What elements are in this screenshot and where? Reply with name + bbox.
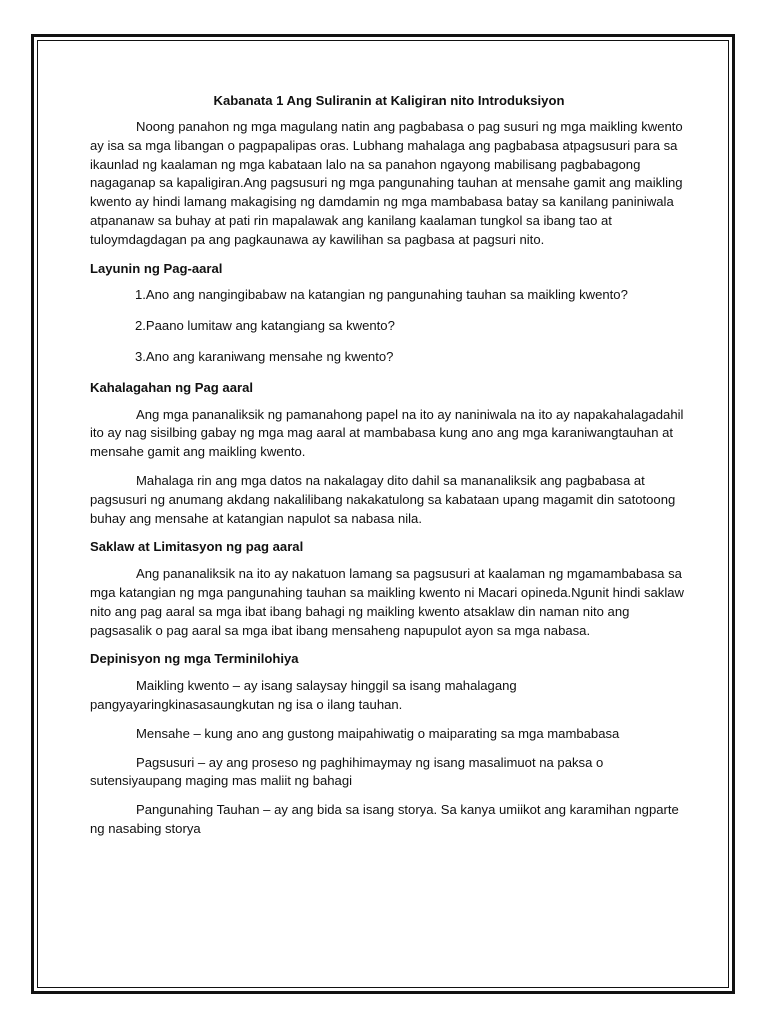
section-heading-depinisyon: Depinisyon ng mga Terminilohiya bbox=[90, 651, 299, 667]
intro-paragraph: Noong panahon ng mga magulang natin ang pagbabasa o pag susuri ng mga maikling kwento ay isa sa mga libangan o pagpapalipas oras. Lubhang mahalaga ang pagbabasa atpagsusuri para sa ikaunlad ng kaalaman ng mga kabataan lalo na sa panahon ngayong mabilisang pagbabagong nagaganap sa kapaligiran.Ang pagsusuri ng mga pangunahing tauhan at mensahe gamit ang maikling kwento ay hindi lamang makagising ng damdamin ng mga mambabasa batay sa kanilang paniniwala atpananaw sa buhay at pati rin mapalawak ang kanilang kaalaman tungkol sa ibang tao at tuloymdagdagan pa ang pagkaunawa ay kawilihan sa pagbasa at pagsuri nito. bbox=[90, 119, 683, 247]
document-title: Kabanata 1 Ang Suliranin at Kaligiran nito Introduksiyon bbox=[213, 93, 565, 108]
definition-maikling-kwento: Maikling kwento – ay isang salaysay hinggil sa isang mahalagang pangyayaringkinasasaungkutan ng isa o ilang tauhan. bbox=[90, 678, 517, 712]
section-heading-kahalagahan: Kahalagahan ng Pag aaral bbox=[90, 379, 254, 395]
objective-item-1: 1.Ano ang nangingibabaw na katangian ng pangunahing tauhan sa maikling kwento? bbox=[135, 287, 628, 303]
definition-pagsusuri: Pagsusuri – ay ang proseso ng paghihimaymay ng isang masalimuot na paksa o sutensiyaupang maging mas maliit ng bahagi bbox=[90, 754, 604, 789]
definition-mensahe: Mensahe – kung ano ang gustong maipahiwatig o maiparating sa mga mambabasa bbox=[136, 725, 620, 741]
kahalagahan-paragraph-2: Mahalaga rin ang mga datos na nakalagay dito dahil sa mananaliksik ang pagbabasa at pagsusuri ng anumang akdang nakalilibang nakakatulong sa kabataan upang magamit din satotoong buhay ang mensahe at katangian napulot sa nabasa nila. bbox=[90, 472, 676, 526]
objective-item-2: 2.Paano lumitaw ang katangiang sa kwento? bbox=[135, 318, 395, 334]
definition-pangunahing-tauhan: Pangunahing Tauhan – ay ang bida sa isang storya. Sa kanya umiikot ang karamihan ngparte ng nasabing storya bbox=[90, 802, 679, 836]
section-heading-layunin: Layunin ng Pag-aaral bbox=[90, 260, 223, 276]
document-body bbox=[90, 92, 688, 849]
saklaw-paragraph: Ang pananaliksik na ito ay nakatuon lamang sa pagsusuri at kaalaman ng mgamambabasa sa mga katangian ng mga pangunahing tauhan sa maikling kwento ni Macari opineda.Ngunit hindi saklaw nito ang pag aaral sa mga ibat ibang bahagi ng maikling kwento atsaklaw din naman nito ang pagsasalik o pag aaral sa mga ibat ibang mensaheng napupulot ayon sa mga nabasa. bbox=[90, 566, 684, 638]
kahalagahan-paragraph-1: Ang mga pananaliksik ng pamanahong papel na ito ay naniniwala na ito ay napakahalagadahil ito ay nag sisilbing gabay ng mga mag aaral at mambabasa kung ano ang mga karaniwangtauhan at mensahe gamit ang maikling kwento. bbox=[90, 406, 684, 460]
section-heading-saklaw: Saklaw at Limitasyon ng pag aaral bbox=[90, 539, 304, 555]
objective-item-3: 3.Ano ang karaniwang mensahe ng kwento? bbox=[135, 348, 394, 364]
